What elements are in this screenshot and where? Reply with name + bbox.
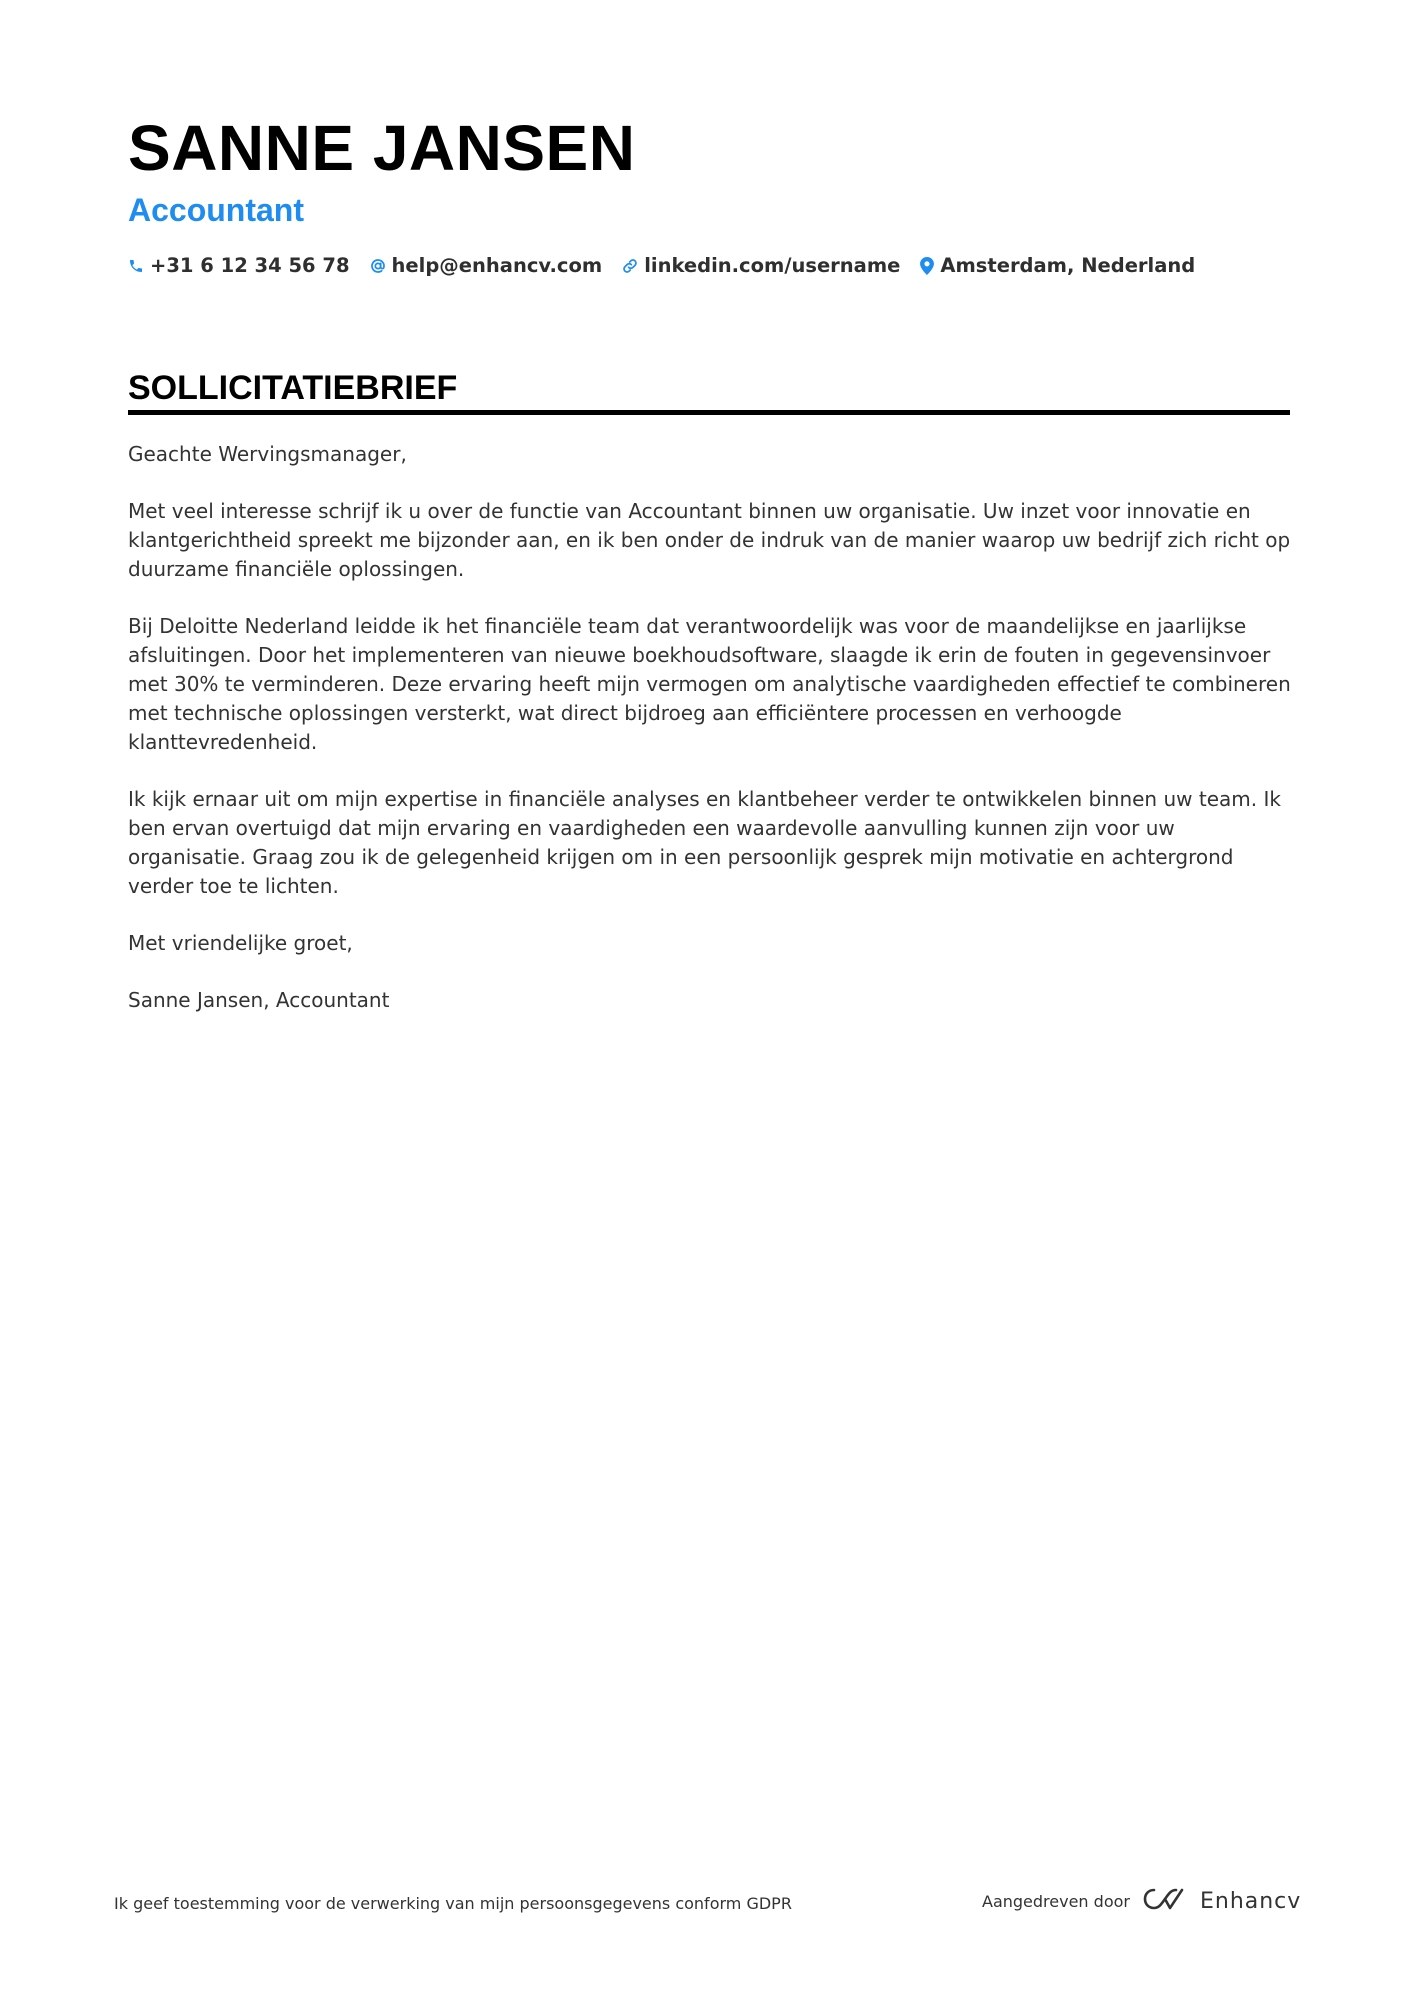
contact-location-text: Amsterdam, Nederland <box>940 254 1196 277</box>
contact-linkedin-text[interactable]: linkedin.com/username <box>644 254 901 277</box>
contact-phone-text: +31 6 12 34 56 78 <box>150 254 350 277</box>
letter-body <box>128 440 1293 1043</box>
powered-by-label: Aangedreven door <box>982 1891 1130 1911</box>
contact-location <box>920 254 1195 277</box>
contact-email-text[interactable]: help@enhancv.com <box>391 254 603 277</box>
powered-by[interactable] <box>982 1886 1301 1916</box>
candidate-name: SANNE JANSEN <box>128 112 636 184</box>
link-icon <box>622 258 638 274</box>
contact-phone <box>128 254 350 277</box>
section-title: SOLLICITATIEBRIEF <box>128 369 458 407</box>
section-divider <box>128 410 1290 415</box>
brand-name: Enhancv <box>1199 1888 1302 1914</box>
phone-icon <box>128 258 144 274</box>
candidate-role: Accountant <box>128 192 304 228</box>
enhancv-logo-icon <box>1142 1886 1188 1916</box>
contact-email[interactable] <box>370 254 603 277</box>
letter-paragraph: Ik kijk ernaar uit om mijn expertise in financiële analyses en klantbeheer verder te ontwikkelen binnen uw team. Ik ben ervan overtuigd dat mijn ervaring en vaardigheden een waardevolle aanvulling kunnen zijn voor uw organisatie. Graag zou ik de gelegenheid krijgen om in een persoonlijk gesprek mijn motivatie en achtergrond verder toe te lichten. <box>128 787 1281 898</box>
letter-signature: Sanne Jansen, Accountant <box>128 988 390 1012</box>
letter-paragraph: Met veel interesse schrijf ik u over de functie van Accountant binnen uw organisatie. Uw inzet voor innovatie en klantgerichtheid spreekt me bijzonder aan, en ik ben onder de indruk van de manier waarop uw bedrijf zich richt op duurzame financiële oplossingen. <box>128 499 1291 581</box>
location-pin-icon <box>920 257 934 275</box>
letter-salutation: Geachte Wervingsmanager, <box>128 442 407 466</box>
at-icon <box>370 258 386 274</box>
letter-paragraph: Bij Deloitte Nederland leidde ik het financiële team dat verantwoordelijk was voor de maandelijkse en jaarlijkse afsluitingen. Door het implementeren van nieuwe boekhoudsoftware, slaagde ik erin de fouten in gegevensinvoer met 30% te verminderen. Deze ervaring heeft mijn vermogen om analytische vaardigheden effectief te combineren met technische oplossingen versterkt, wat direct bijdroeg aan efficiëntere processen en verhoogde klanttevredenheid. <box>128 614 1291 754</box>
gdpr-consent-text: Ik geef toestemming voor de verwerking van mijn persoonsgegevens conform GDPR <box>114 1894 792 1913</box>
contact-bar <box>128 254 1195 277</box>
contact-linkedin[interactable] <box>622 254 900 277</box>
letter-closing: Met vriendelijke groet, <box>128 931 353 955</box>
